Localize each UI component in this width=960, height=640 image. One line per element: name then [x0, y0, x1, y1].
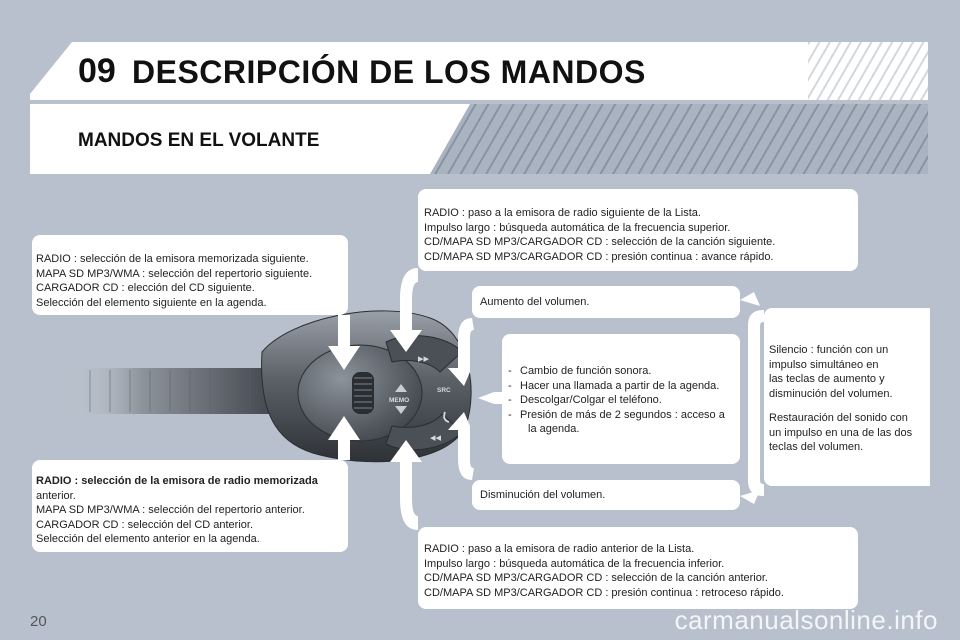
list-item-continuation: la agenda.: [528, 423, 580, 435]
callout-line: CD/MAPA SD MP3/CARGADOR CD : presión continua : retroceso rápido.: [424, 586, 784, 599]
callout-line: CARGADOR CD : elección del CD siguiente.: [36, 282, 255, 294]
mute-connector: [748, 310, 764, 496]
stalk-shaft: [66, 368, 280, 414]
callout-line: Selección del elemento anterior en la agenda.: [36, 533, 260, 545]
chapter-number: 09: [78, 52, 116, 90]
callout-line: las teclas de aumento y: [769, 373, 885, 385]
list-item: [508, 408, 734, 437]
page-number: 20: [30, 613, 47, 630]
callout-line: RADIO : selección de la emisora de radio memorizada: [36, 475, 318, 487]
callout-line: disminución del volumen.: [769, 387, 893, 400]
callout-line: CD/MAPA SD MP3/CARGADOR CD : selección de la canción anterior.: [424, 572, 768, 584]
callout-functions: [502, 334, 740, 464]
thumb-wheel[interactable]: [352, 372, 374, 414]
callout-line: Impulso largo : búsqueda automática de la frecuencia inferior.: [424, 557, 725, 570]
callout-seek-down: [418, 527, 858, 609]
callout-line: RADIO : paso a la emisora de radio anterior de la Lista.: [424, 543, 695, 555]
callout-line: RADIO : selección de la emisora memorizada siguiente.: [36, 253, 309, 265]
mute-arrow-down-icon: [740, 490, 760, 504]
callout-line: Aumento del volumen.: [480, 296, 590, 308]
mute-arrow-up-icon: [740, 292, 760, 306]
callout-line: Disminución del volumen.: [480, 489, 606, 501]
src-label: SRC: [437, 387, 451, 394]
list-item: - Cambio de función sonora.: [508, 364, 734, 379]
callout-seek-up: [418, 189, 858, 271]
callout-line: Selección del elemento siguiente en la agenda.: [36, 296, 267, 309]
section-title: MANDOS EN EL VOLANTE: [78, 130, 320, 151]
callout-volume-down: [472, 480, 740, 510]
callout-radio-prev: [32, 460, 348, 552]
page-title: DESCRIPCIÓN DE LOS MANDOS: [132, 54, 646, 90]
list-item-text: Presión de más de 2 segundos : acceso a: [520, 408, 725, 421]
callout-line: Silencio : función con un: [769, 344, 889, 356]
callout-line: MAPA SD MP3/WMA : selección del repertorio anterior.: [36, 504, 305, 516]
list-item: - Hacer una llamada a partir de la agenda.: [508, 379, 734, 394]
callout-line: anterior.: [36, 489, 76, 502]
callout-line: teclas del volumen.: [769, 441, 864, 453]
callout-line: RADIO : paso a la emisora de radio siguiente de la Lista.: [424, 207, 701, 219]
callout-volume-up: [472, 286, 740, 318]
rewind-icon: ◂◂: [430, 431, 442, 444]
callout-line: CARGADOR CD : selección del CD anterior.: [36, 518, 254, 531]
restore-paragraph: [769, 411, 925, 455]
list-item: - Descolgar/Colgar el teléfono.: [508, 393, 734, 408]
functions-list: [508, 364, 734, 437]
callout-line: Restauración del sonido con: [769, 412, 908, 424]
callout-line: CD/MAPA SD MP3/CARGADOR CD : selección de la canción siguiente.: [424, 236, 776, 248]
watermark: carmanualsonline.info: [674, 605, 938, 635]
fast-forward-icon: ▸▸: [418, 352, 430, 365]
memo-label: MEMO: [389, 397, 410, 404]
callout-line: un impulso en una de las dos: [769, 426, 913, 439]
callout-line: MAPA SD MP3/WMA : selección del repertorio siguiente.: [36, 267, 313, 280]
callout-line: Impulso largo : búsqueda automática de la frecuencia superior.: [424, 221, 731, 234]
callout-mute: [764, 308, 930, 486]
callout-radio-next: [32, 235, 348, 315]
functions-connector: [478, 392, 502, 404]
callout-line: impulso simultáneo en: [769, 358, 879, 371]
callout-line: CD/MAPA SD MP3/CARGADOR CD : presión continua : avance rápido.: [424, 250, 774, 263]
